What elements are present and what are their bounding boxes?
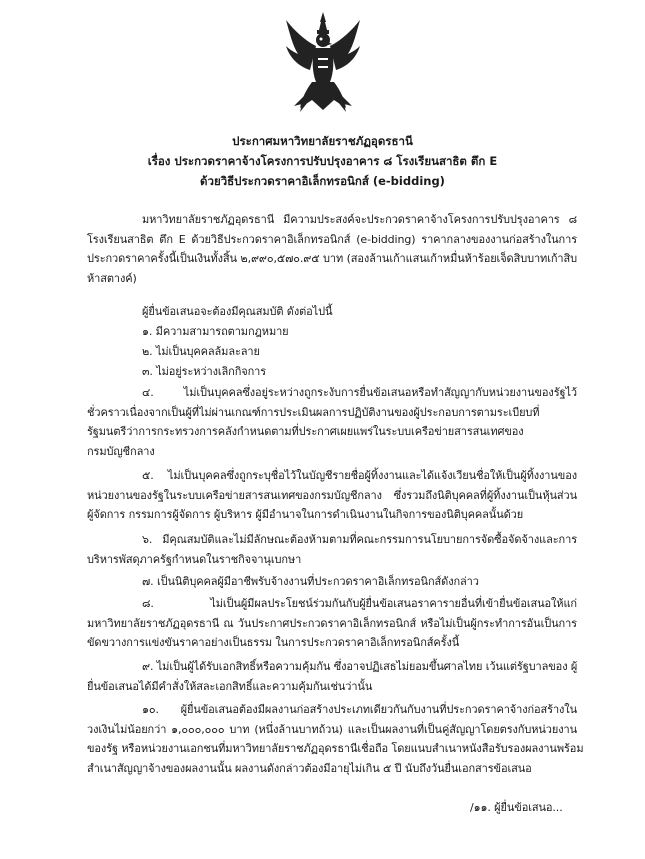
item-line: ๔. ไม่เป็นบุคคลซึ่งอยู่ระหว่างถูกระงับการยื่นข้อเสนอหรือทำสัญญากับหน่วยงานของรัฐไว้ xyxy=(142,386,577,399)
item-line: กรมบัญชีกลาง xyxy=(87,445,155,459)
item-line: บริหารพัสดุภาครัฐกำหนดในราชกิจจานุเบกษา xyxy=(87,552,302,566)
item-line: ๘. ไม่เป็นผู้มีผลประโยชน์ร่วมกันกับผู้ยื่นข้อเสนอราคารายอื่นที่เข้ายื่นข้อเสนอให้แก่ xyxy=(142,597,577,610)
item-line: มหาวิทยาลัยราชภัฏอุดรธานี ณ วันประกาศประกวดราคาอิเล็กทรอนิกส์ หรือไม่เป็นผู้กระทำการอันเป็นการ xyxy=(87,616,577,630)
item-line: ๖. มีคุณสมบัติและไม่มีลักษณะต้องห้ามตามที่คณะกรรมการนโยบายการจัดซื้อจัดจ้างและการ xyxy=(142,533,577,546)
item-line: ของรัฐ หรือหน่วยงานเอกชนที่มหาวิทยาลัยราชภัฏอุดรธานีเชื่อถือ โดยแนบสำเนาหนังสือรับรองผลงานพร้อม xyxy=(87,742,584,756)
intro-paragraph xyxy=(87,210,577,289)
item-line: ขัดขวางการแข่งขันราคาอย่างเป็นธรรม ในการประกวดราคาอิเล็กทรอนิกส์ครั้งนี้ xyxy=(87,636,460,650)
announcement-title: ประกาศมหาวิทยาลัยราชภัฏอุดรธานี xyxy=(232,134,413,148)
qualification-item-4 xyxy=(87,383,577,462)
qualification-item-3: ๓. ไม่อยู่ระหว่างเลิกกิจการ xyxy=(142,365,267,378)
item-line: สำเนาสัญญาจ้างของผลงานนั้น ผลงานดังกล่าวต้องมีอายุไม่เกิน ๕ ปี นับถึงวันยื่นเอกสารข้อเสนอ xyxy=(87,762,532,776)
qualification-item-10 xyxy=(87,700,584,779)
item-line: ชั่วคราวเนื่องจากเป็นผู้ที่ไม่ผ่านเกณฑ์การประเมินผลการปฏิบัติงานของผู้ประกอบการตามระเบียบที่ xyxy=(87,405,540,419)
qualification-item-7: ๗. เป็นนิติบุคคลผู้มีอาชีพรับจ้างงานที่ประกวดราคาอิเล็กทรอนิกส์ดังกล่าว xyxy=(142,575,479,588)
item-line: ๕. ไม่เป็นบุคคลซึ่งถูกระบุชื่อไว้ในบัญชีรายชื่อผู้ทิ้งงานและได้แจ้งเวียนชื่อให้เป็นผู้ทิ้งงานของ xyxy=(142,469,577,482)
intro-line: มหาวิทยาลัยราชภัฏอุดรธานี มีความประสงค์จะประกวดราคาจ้างโครงการปรับปรุงอาคาร ๘ xyxy=(142,213,577,226)
qualification-item-1: ๑. มีความสามารถตามกฎหมาย xyxy=(142,325,289,338)
intro-line: ห้าสตางค์) xyxy=(87,272,137,286)
item-line: ผู้จัดการ กรรมการผู้จัดการ ผู้บริหาร ผู้มีอำนาจในการดำเนินงานในกิจการของนิติบุคคลนั้นด้วย xyxy=(87,508,524,522)
item-line: รัฐมนตรีว่าการกระทรวงการคลังกำหนดตามที่ประกาศเผยแพร่ในระบบเครือข่ายสารสนเทศของ xyxy=(87,425,524,439)
announcement-subject: เรื่อง ประกวดราคาจ้างโครงการปรับปรุงอาคาร ๘ โรงเรียนสาธิต ตึก E xyxy=(147,154,498,168)
continuation-marker: /๑๑. ผู้ยื่นข้อเสนอ... xyxy=(470,801,563,814)
qualification-item-8 xyxy=(87,594,577,653)
qualification-item-5 xyxy=(87,466,577,525)
item-line: ๑๐. ผู้ยื่นข้อเสนอต้องมีผลงานก่อสร้างประเภทเดียวกันกับงานที่ประกวดราคาจ้างก่อสร้างใน xyxy=(142,703,577,716)
qualification-item-2: ๒. ไม่เป็นบุคคลล้มละลาย xyxy=(142,345,260,358)
announcement-method: ด้วยวิธีประกวดราคาอิเล็กทรอนิกส์ (e-bidding) xyxy=(200,174,445,188)
intro-line: โรงเรียนสาธิต ตึก E ด้วยวิธีประกวดราคาอิเล็กทรอนิกส์ (e-bidding) ราคากลางของงานก่อสร้างในการ xyxy=(87,232,577,246)
item-line: ยื่นข้อเสนอได้มีคำสั่งให้สละเอกสิทธิ์และความคุ้มกันเช่นว่านั้น xyxy=(87,679,373,693)
item-line: วงเงินไม่น้อยกว่า ๑,๐๐๐,๐๐๐ บาท (หนึ่งล้านบาทถ้วน) และเป็นผลงานที่เป็นคู่สัญญาโดยตรงกับหน่วยงาน xyxy=(87,722,577,736)
qualification-heading: ผู้ยื่นข้อเสนอจะต้องมีคุณสมบัติ ดังต่อไปนี้ xyxy=(142,305,333,318)
qualification-item-9 xyxy=(87,657,577,696)
garuda-emblem-icon xyxy=(282,10,364,116)
item-line: ๙. ไม่เป็นผู้ได้รับเอกสิทธิ์หรือความคุ้มกัน ซึ่งอาจปฏิเสธไม่ยอมขึ้นศาลไทย เว้นแต่รัฐบาลของ ผู้ xyxy=(142,660,578,673)
qualification-item-6 xyxy=(87,530,577,569)
item-line: หน่วยงานของรัฐในระบบเครือข่ายสารสนเทศของกรมบัญชีกลาง ซึ่งรวมถึงนิติบุคคลที่ผู้ทิ้งงานเป็นหุ้นส่วน xyxy=(87,488,577,502)
intro-line: ประกวดราคาครั้งนี้เป็นเงินทั้งสิ้น ๒,๙๙๐,๕๗๐.๙๕ บาท (สองล้านเก้าแสนเก้าหมื่นห้าร้อยเจ็ดสิบบาทเก้าสิบ xyxy=(87,252,577,266)
